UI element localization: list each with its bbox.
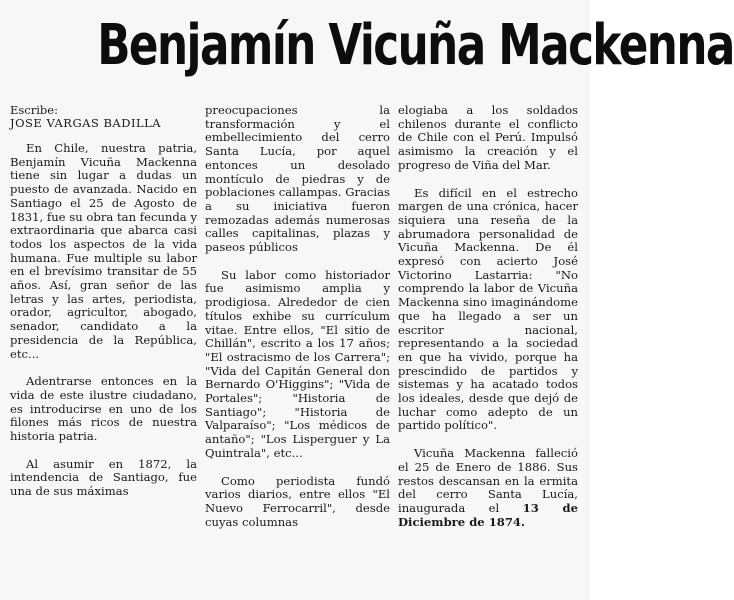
headline: Benjamín Vicuña Mackenna (97, 13, 734, 78)
paragraph: elogiaba a los soldados chilenos durante el conflicto de Chile con el Perú. Impulsó asimismo la creación y el progreso de Viña del Mar. (398, 103, 578, 172)
paragraph: Su labor como historiador fue asimismo amplia y prodigiosa. Alrededor de cien títulos exhibe su currículum vitae. Entre ellos, "El sitio de Chillán", escrito a los 17 años; "El ostracismo de los Carrera"; "Vida del Capitán General don Bernardo O'Higgins"; "Vida de Portales"; "Historia de Santiago"; "Historia de Valparaíso"; "Los médicos de antaño"; "Los Lisperguer y La Quintrala", etc... (205, 267, 390, 460)
paragraph: En Chile, nuestra patria, Benjamín Vicuña Mackenna tiene sin lugar a dudas un puesto de avanzada. Nacido en Santiago el 25 de Agosto de 1831, fue su obra tan fecunda y extraordinaria que abarca casi todos los aspectos de la vida humana. Fue multiple su labor en el brevísimo transitar de 55 años. Así, gran señor de las letras y las artes, periodista, orador, agricultor, abogado, senador, candidato a la presidencia de la República, etc... (10, 141, 197, 361)
paragraph-closing (398, 447, 578, 529)
byline-author: JOSE VARGAS BADILLA (10, 116, 162, 130)
paragraph: Como periodista fundó varios diarios, entre ellos "El Nuevo Ferrocarril", desde cuyas columnas (205, 473, 390, 529)
byline-label: Escribe: (10, 103, 58, 117)
paragraph: preocupaciones la transformación y el embellecimiento del cerro Santa Lucía, por aquel entonces un desolado montículo de piedras y de poblaciones callampas. Gracias a su iniciativa fueron remozadas además numerosas calles capitalinas, plazas y paseos públicos (205, 103, 390, 255)
closing-date: 13 de Diciembre de 1874. (398, 500, 579, 529)
column-3 (398, 104, 578, 529)
column-1 (10, 104, 197, 499)
closing-text: Vicuña Mackenna falleció el 25 de Enero de 1886. Sus restos descansan en la ermita del cerro Santa Lucía, inaugurada el (398, 446, 578, 515)
paragraph: Al asumir en 1872, la intendencia de Santiago, fue una de sus máximas (10, 456, 197, 499)
column-2 (205, 104, 390, 529)
paragraph: Es difícil en el estrecho margen de una crónica, hacer siquiera una reseña de la abrumadora personalidad de Vicuña Mackenna. De él expresó con acierto José Victorino Lastarria: "No comprendo la labor de Vicuña Mackenna sino imaginándome que ha llegado a ser un escritor nacional, representando a la sociedad en que ha vivido, porque ha prescindido de partidos y sistemas y ha acatado todos los ideales, desde que dejó de luchar como adepto de un partido político". (398, 185, 578, 433)
paragraph: Adentrarse entonces en la vida de este ilustre ciudadano, es introducirse en uno de los filones más ricos de nuestra historia patria. (10, 374, 197, 444)
